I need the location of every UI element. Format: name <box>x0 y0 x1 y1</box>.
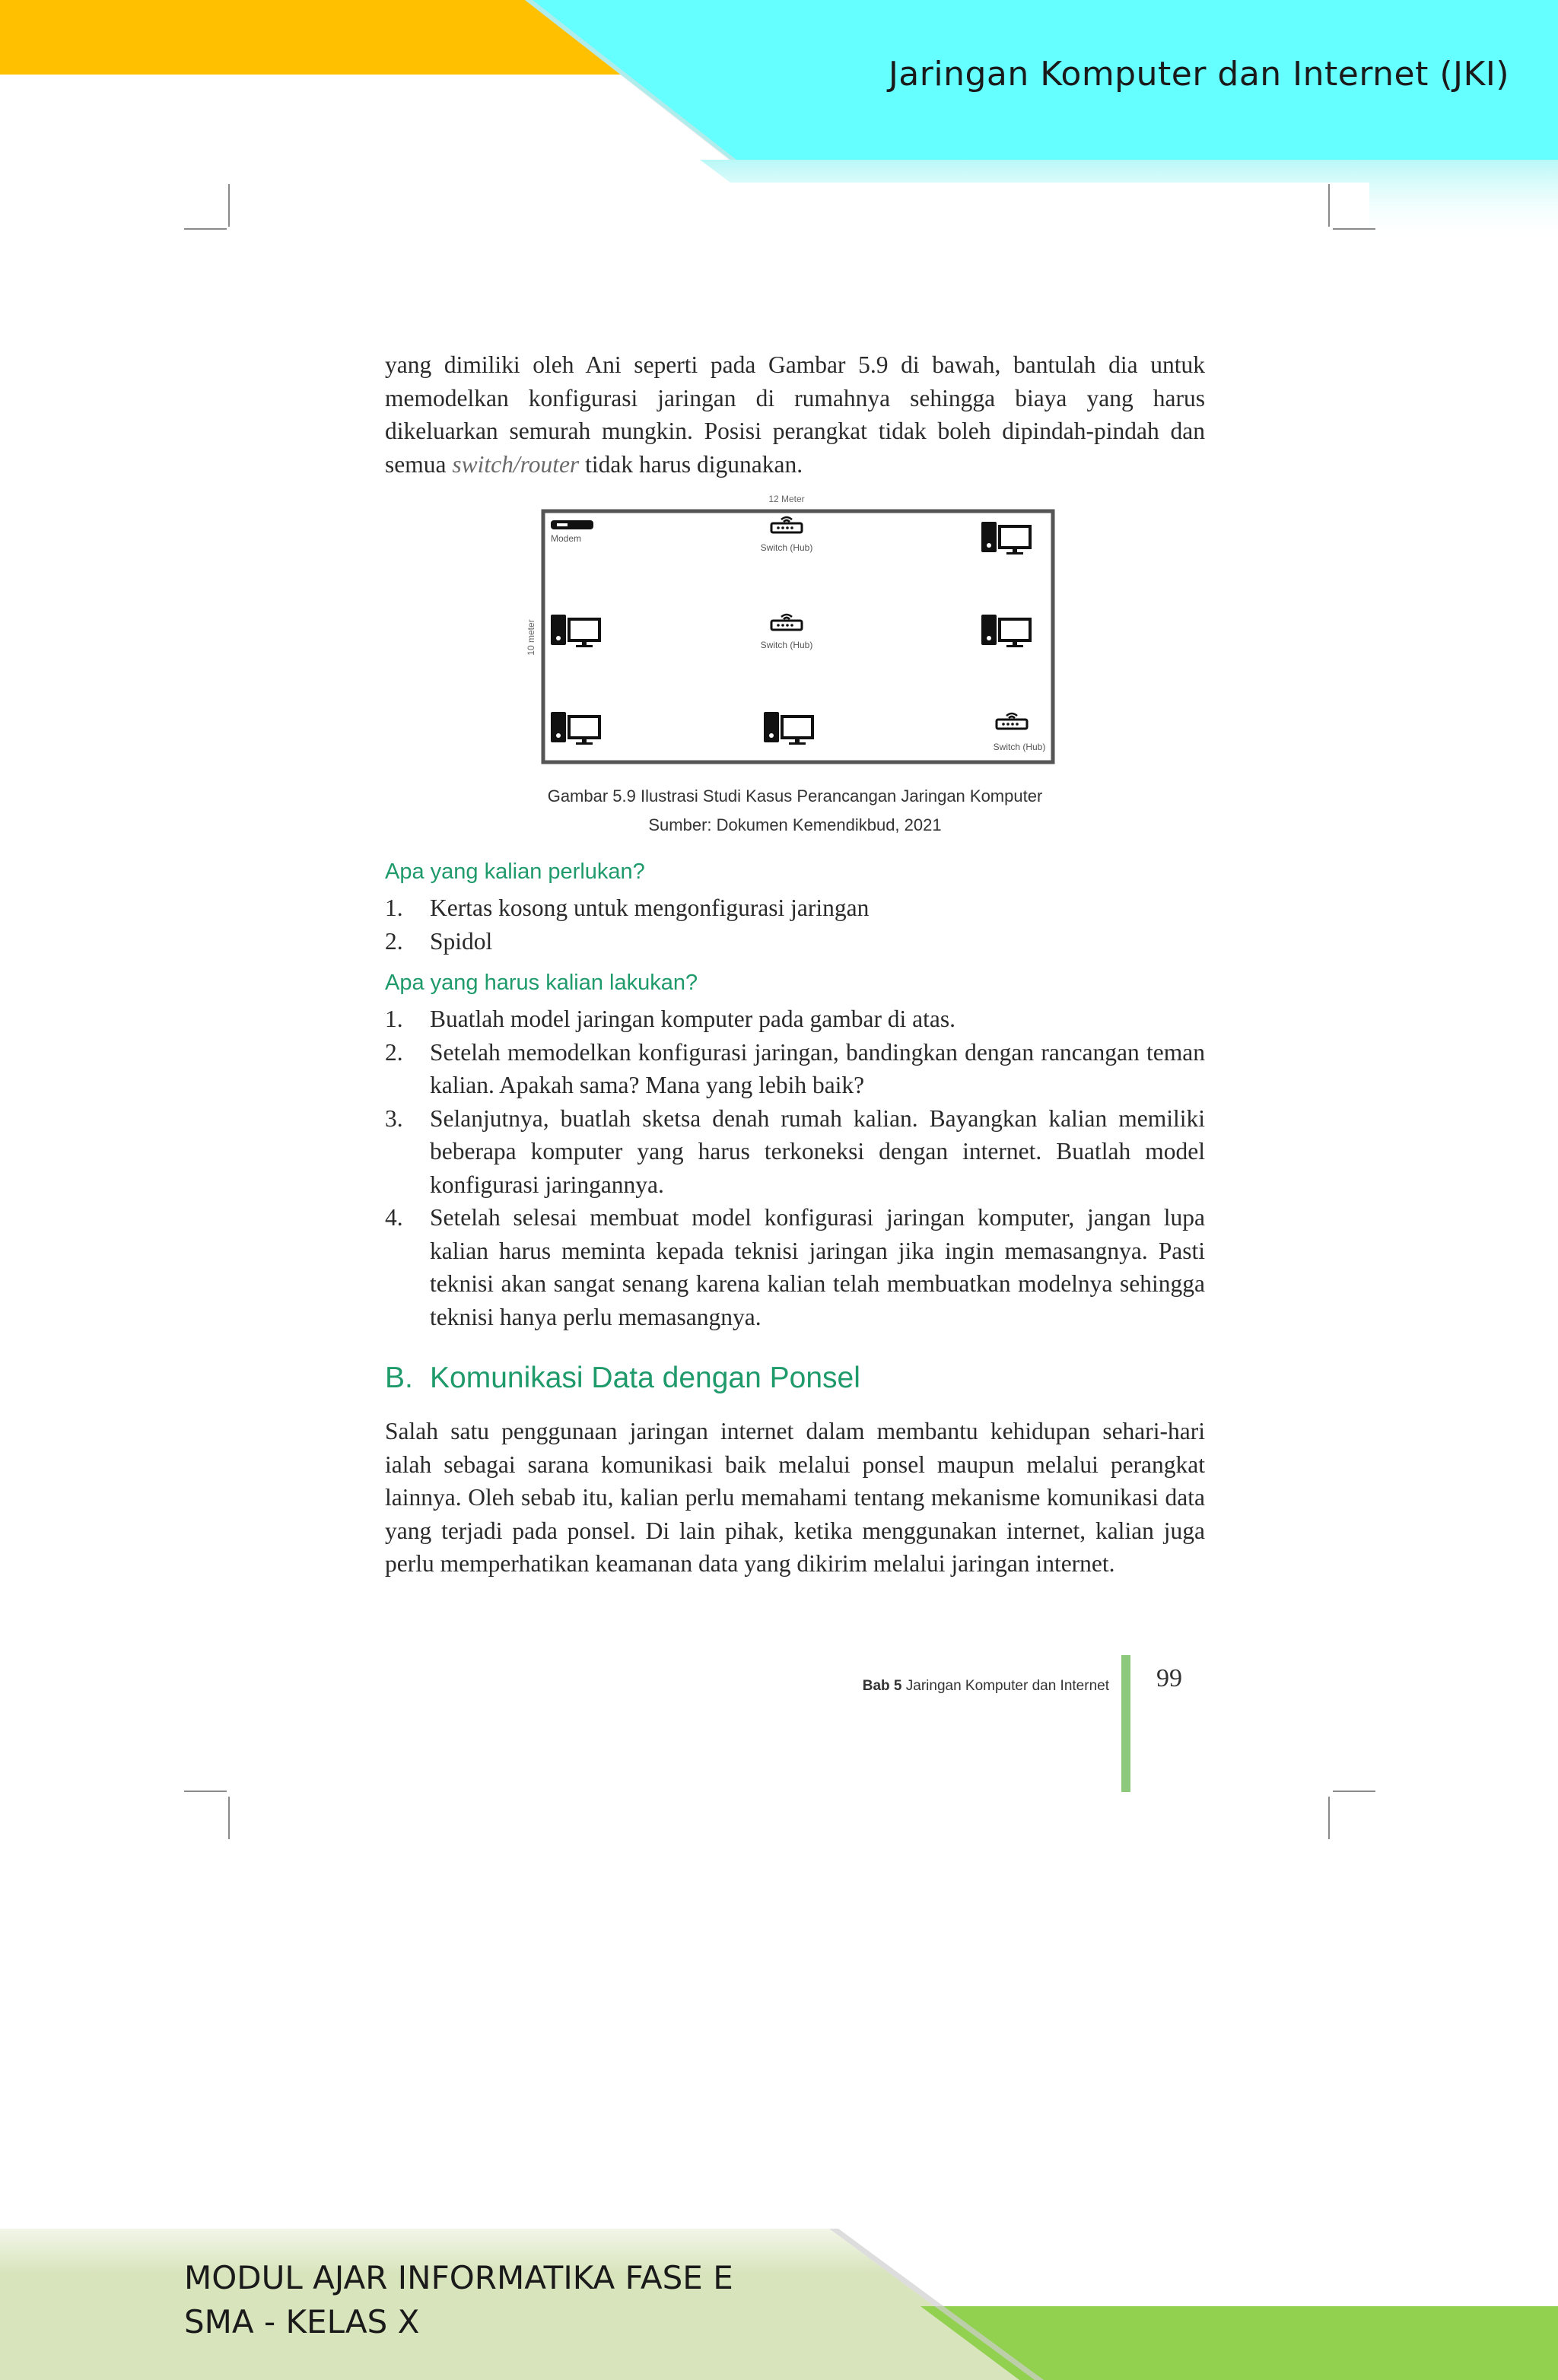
tasks-list <box>385 1003 1205 1333</box>
chapter-footer <box>863 1678 1109 1695</box>
crop-mark <box>228 184 230 227</box>
switch-label: Switch (Hub) <box>760 640 813 650</box>
switch-label: Switch (Hub) <box>760 542 813 553</box>
list-item: 1. Buatlah model jaringan komputer pada gambar di atas. <box>385 1006 956 1032</box>
page-number: 99 <box>1156 1664 1182 1692</box>
crop-mark <box>1333 228 1375 230</box>
crop-mark <box>184 228 227 230</box>
crop-mark <box>1328 1797 1330 1839</box>
section-heading <box>385 1362 860 1395</box>
section-number: B. <box>385 1362 413 1394</box>
figure-caption <box>385 782 1205 840</box>
module-title <box>184 2256 733 2344</box>
chapter-title: Jaringan Komputer dan Internet <box>901 1678 1109 1694</box>
tasks-heading: Apa yang harus kalian lakukan? <box>385 971 698 995</box>
dimension-label-height: 10 meter <box>526 619 536 656</box>
figure-caption-title: Gambar 5.9 Ilustrasi Studi Kasus Perancangan Jaringan Komputer <box>547 786 1043 806</box>
module-title-line2: SMA - KELAS X <box>184 2303 420 2340</box>
header-title: Jaringan Komputer dan Internet (JKI) <box>888 55 1509 94</box>
intro-italic-term: switch/router <box>452 450 580 478</box>
needs-list <box>385 891 1205 958</box>
list-item: 2. Spidol <box>385 927 493 955</box>
dimension-label-width: 12 Meter <box>768 494 805 504</box>
figure-caption-source: Sumber: Dokumen Kemendikbud, 2021 <box>648 815 942 834</box>
intro-paragraph <box>385 348 1205 481</box>
header-banner <box>0 0 1558 243</box>
section-paragraph: Salah satu penggunaan jaringan internet dalam membantu kehidupan sehari-hari ialah sebagai sarana komunikasi baik melalui ponsel maupun melalui perangkat lainnya. Oleh sebab itu, kalian perlu memahami tentang mekanisme komunikasi data yang terjadi pada ponsel. Di lain pihak, ketika menggunakan internet, kalian juga perlu memperhatikan keamanan data yang dikirim melalui jaringan internet. <box>385 1418 1205 1577</box>
crop-mark <box>228 1797 230 1839</box>
section-title: Komunikasi Data dengan Ponsel <box>430 1362 860 1394</box>
list-item: 2. Setelah memodelkan konfigurasi jaringan, bandingkan dengan rancangan teman kalian. Apakah sama? Mana yang lebih baik? <box>385 1038 1205 1098</box>
crop-mark <box>184 1791 227 1792</box>
list-item: 3. Selanjutnya, buatlah sketsa denah rumah kalian. Bayangkan kalian memiliki beberapa komputer yang harus terkoneksi dengan internet. Buatlah model konfigurasi jaringannya. <box>385 1104 1205 1198</box>
intro-text: yang dimiliki oleh Ani seperti pada Gambar 5.9 di bawah, bantulah dia untuk memodelkan konfigurasi jaringan di rumahnya sehingga biaya yang harus dikeluarkan semurah mungkin. Posisi perangkat tidak boleh dipindah-pindah dan semua <box>385 351 1205 478</box>
intro-text-end: tidak harus digunakan. <box>579 450 803 478</box>
needs-heading: Apa yang kalian perlukan? <box>385 860 645 884</box>
modem-label: Modem <box>551 533 582 544</box>
list-item: 1. Kertas kosong untuk mengonfigurasi jaringan <box>385 894 870 921</box>
list-item: 4. Setelah selesai membuat model konfigurasi jaringan komputer, jangan lupa kalian harus meminta kepada teknisi jaringan jika ingin memasangnya. Pasti teknisi akan sangat senang karena kalian telah membuatkan modelnya sehingga teknisi hanya perlu memasangnya. <box>385 1204 1205 1330</box>
crop-mark <box>1333 1791 1375 1792</box>
footer-divider-bar <box>1121 1655 1130 1792</box>
modem-icon <box>551 520 593 529</box>
module-title-line1: MODUL AJAR INFORMATIKA FASE E <box>184 2259 733 2296</box>
chapter-number: Bab 5 <box>862 1678 902 1694</box>
switch-label: Switch (Hub) <box>993 742 1046 752</box>
crop-mark <box>1328 184 1330 227</box>
network-floorplan-figure <box>505 493 1068 767</box>
